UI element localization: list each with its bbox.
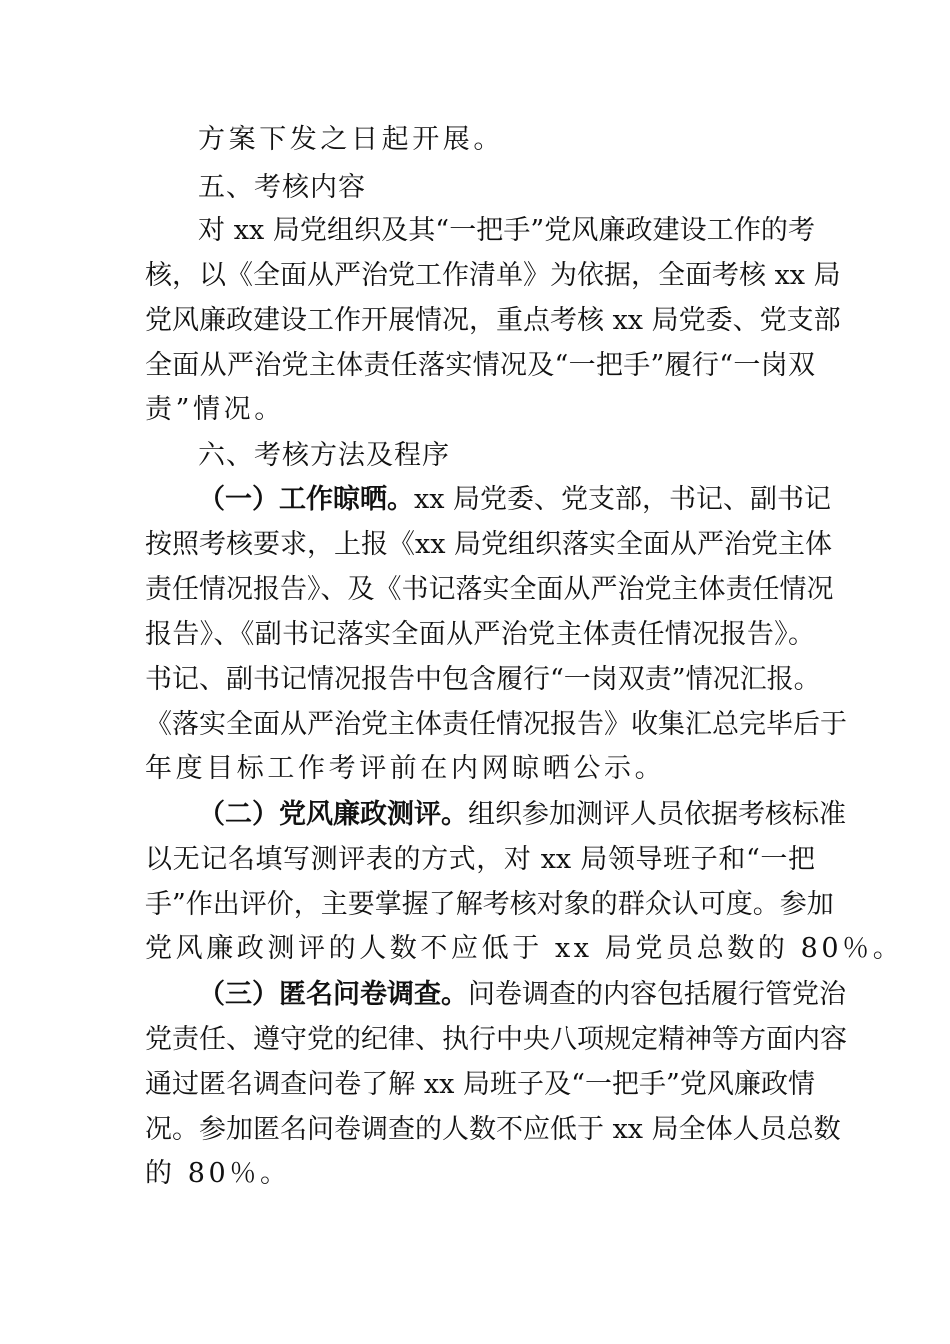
paragraph-line: 年度目标工作考评前在内网晾晒公示。	[145, 753, 666, 784]
paragraph-line: 责”情况。	[145, 394, 285, 425]
paragraph-line	[198, 482, 832, 518]
text-line: 方案下发之日起开展。	[198, 124, 504, 155]
paragraph-line: 况。参加匿名问卷调查的人数不应低于 xx 局全体人员总数	[145, 1114, 841, 1145]
paragraph-line: 以无记名填写测评表的方式，对 xx 局领导班子和“一把	[145, 844, 815, 875]
paragraph-line: 书记、副书记情况报告中包含履行“一岗双责”情况汇报。	[145, 664, 821, 695]
paragraph-line: 核，以《全面从严治党工作清单》为依据，全面考核 xx 局	[145, 260, 841, 291]
section-heading-6: 六、考核方法及程序	[198, 440, 450, 471]
paragraph-line: 的 80％。	[145, 1158, 291, 1189]
item-text: xx 局党委、党支部，书记、副书记	[414, 484, 832, 515]
section-heading-5: 五、考核内容	[198, 172, 366, 203]
paragraph-line: 全面从严治党主体责任落实情况及“一把手”履行“一岗双	[145, 350, 815, 381]
item-lead-3: （三）匿名问卷调查。	[198, 979, 468, 1010]
paragraph-line	[198, 977, 846, 1013]
item-lead-1: （一）工作晾晒。	[198, 484, 414, 515]
paragraph-line: 党风廉政建设工作开展情况，重点考核 xx 局党委、党支部	[145, 305, 841, 336]
paragraph-line: 按照考核要求，上报《xx 局党组织落实全面从严治党主体	[145, 529, 833, 560]
paragraph-line: 党风廉政测评的人数不应低于 xx 局党员总数的 80％。	[145, 933, 904, 964]
item-text: 问卷调查的内容包括履行管党治	[468, 979, 846, 1010]
paragraph-line	[198, 797, 846, 833]
paragraph-line: 党责任、遵守党的纪律、执行中央八项规定精神等方面内容	[145, 1024, 847, 1055]
item-text: 组织参加测评人员依据考核标准	[468, 799, 846, 830]
paragraph-line: 对 xx 局党组织及其“一把手”党风廉政建设工作的考	[198, 215, 815, 246]
paragraph-line: 手”作出评价，主要掌握了解考核对象的群众认可度。参加	[145, 889, 834, 920]
paragraph-line: 《落实全面从严治党主体责任情况报告》收集汇总完毕后于	[145, 709, 847, 740]
paragraph-line: 报告》、《副书记落实全面从严治党主体责任情况报告》。	[145, 619, 815, 650]
paragraph-line: 责任情况报告》、及《书记落实全面从严治党主体责任情况	[145, 574, 834, 605]
item-lead-2: （二）党风廉政测评。	[198, 799, 468, 830]
paragraph-line: 通过匿名调查问卷了解 xx 局班子及“一把手”党风廉政情	[145, 1069, 815, 1100]
